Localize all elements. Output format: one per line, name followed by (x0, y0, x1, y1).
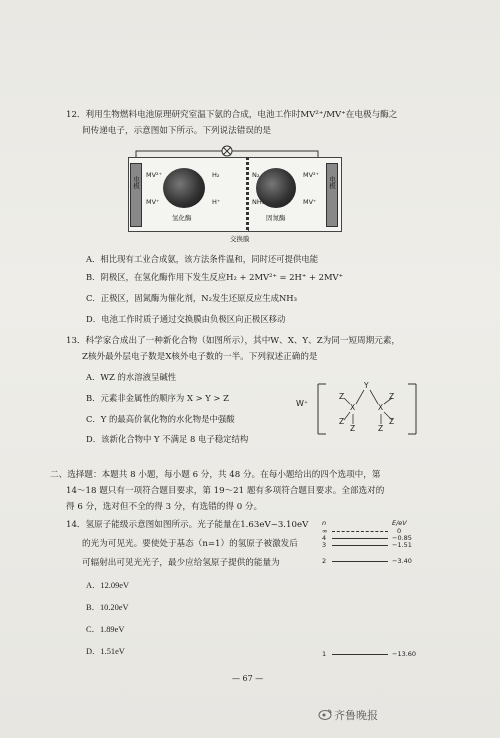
q12-stem-line2: 间传递电子，示意图如下所示。下列说法错误的是 (82, 126, 272, 136)
level-3-line (332, 545, 388, 546)
q12-stem-line1: 12．利用生物燃料电池原理研究室温下氨的合成，电池工作时MV²⁺/MV⁺在电极与酶之 (66, 110, 398, 120)
cation-w-label: W⁺ (296, 399, 309, 408)
right-mv1-label: MV⁺ (303, 198, 317, 206)
q13-option-a: A．WZ 的水溶液呈碱性 (86, 372, 177, 382)
q14-option-c: C．1.89eV (86, 625, 125, 634)
nitrogenase-label: 固氮酶 (266, 214, 286, 222)
section2-line2: 14～18 题只有一项符合题目要求，第 19～21 题有多项符合题目要求。全部选对的 (66, 486, 385, 496)
section2-line3: 得 6 分，选对但不全的得 3 分，有选错的得 0 分。 (66, 502, 263, 512)
nh3-label: NH₃ (252, 198, 265, 206)
hplus-label: H⁺ (212, 198, 221, 206)
q14-option-a: A．12.09eV (86, 581, 130, 590)
atom-z-2: Z (389, 392, 395, 401)
h2-label: H₂ (212, 171, 220, 179)
q14-option-d: D．1.51eV (86, 647, 125, 656)
left-electrode-label: 电极 (132, 176, 140, 189)
hydrogenase-label: 氢化酶 (172, 214, 192, 222)
page-number: — 67 — (232, 674, 264, 683)
level-1-line (332, 654, 388, 655)
q13-option-d: D．该新化合物中 Y 不满足 8 电子稳定结构 (86, 434, 249, 444)
q12-option-a: A．相比现有工业合成氨，该方法条件温和，同时还可提供电能 (86, 254, 319, 264)
right-electrode-label: 电极 (328, 176, 336, 189)
n2-label: N₂ (252, 171, 260, 179)
q13-option-b: B．元素非金属性的顺序为 X > Y > Z (86, 393, 229, 403)
atom-z-6: Z (378, 424, 384, 433)
q14-stem-line3: 可辐射出可见光光子，最少应给氢原子提供的能量为 (82, 558, 280, 568)
atom-z-5: Z (350, 424, 356, 433)
level-4-line (332, 538, 388, 539)
level-inf-line (332, 531, 388, 532)
left-electrode (130, 163, 142, 227)
q12-option-d: D．电池工作时质子通过交换膜由负极区向正极区移动 (86, 314, 286, 324)
level-2-n: 2 (322, 557, 327, 565)
left-mv2-label: MV²⁺ (146, 171, 163, 179)
level-4-n: 4 (322, 534, 327, 542)
level-3-energy: −1.51 (392, 541, 412, 549)
q14-stem-line1: 14．氢原子能级示意图如图所示。光子能量在1.63eV~3.10eV (66, 520, 309, 530)
level-inf-energy: 0 (397, 527, 402, 535)
level-2-line (332, 561, 388, 562)
atom-z-4: Z (389, 417, 395, 426)
exchange-membrane (246, 157, 249, 230)
energy-header: E/eV (392, 519, 407, 527)
membrane-label: 交换膜 (230, 235, 250, 243)
right-electrode (326, 163, 338, 227)
q13-stem-line2: Z核外最外层电子数是X核外电子数的一半。下列叙述正确的是 (82, 352, 318, 362)
atom-z-1: Z (339, 392, 345, 401)
level-2-energy: −3.40 (392, 557, 412, 565)
q12-option-c: C．正极区，固氮酶为催化剂，N₂发生还原反应生成NH₃ (86, 293, 297, 303)
level-4-energy: −0.85 (392, 534, 412, 542)
weibo-logo-icon (318, 708, 332, 720)
atom-z-3: Z (339, 417, 345, 426)
right-mv2-label: MV²⁺ (303, 171, 320, 179)
q14-stem-line2: 的光为可见光。要使处于基态（n=1）的氢原子被激发后 (82, 539, 298, 549)
watermark-text: 齐鲁晚报 (334, 709, 378, 722)
level-1-energy: −13.60 (392, 650, 417, 658)
section2-line1: 二、选择题：本题共 8 小题，每小题 6 分，共 48 分。在每小题给出的四个选项中，第 (50, 470, 381, 480)
n-header: n (322, 519, 327, 527)
atom-x2-label: X (378, 403, 384, 412)
atom-y-label: Y (364, 381, 369, 390)
q13-option-c: C．Y 的最高价氧化物的水化物是中强酸 (86, 414, 235, 424)
q12-option-b: B．阴极区，在氢化酶作用下发生反应H₂ + 2MV²⁺ = 2H⁺ + 2MV⁺ (86, 272, 343, 282)
level-3-n: 3 (322, 541, 327, 549)
atom-x1-label: X (350, 403, 356, 412)
q14-option-b: B．10.20eV (86, 603, 129, 612)
level-inf-n: ∞ (322, 527, 328, 535)
left-mv1-label: MV⁺ (146, 198, 160, 206)
hydrogenase-enzyme-icon (163, 168, 205, 208)
level-1-n: 1 (322, 650, 327, 658)
q13-stem-line1: 13．科学家合成出了一种新化合物（如图所示），其中W、X、Y、Z为同一短周期元素， (66, 336, 401, 346)
